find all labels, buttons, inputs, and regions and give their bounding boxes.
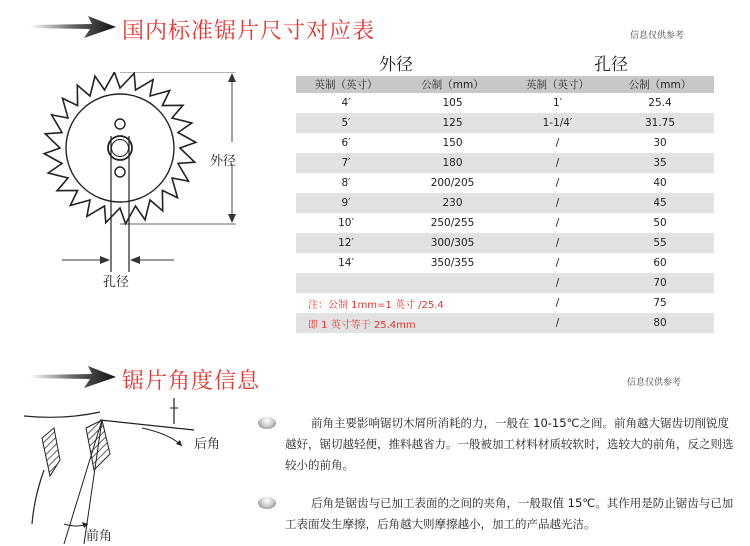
table-row xyxy=(296,293,714,313)
conversion-note: 即 1 英寸等于 25.4mm xyxy=(296,313,509,333)
table-row xyxy=(296,213,714,233)
cell: / xyxy=(509,313,606,333)
cell: / xyxy=(509,273,606,293)
size-table xyxy=(296,76,714,333)
table-header-row xyxy=(296,76,714,93)
cell xyxy=(396,273,509,293)
cell: 40 xyxy=(653,177,667,189)
cell: / xyxy=(509,193,606,213)
size-table-section-header xyxy=(0,4,750,44)
cell: 7′ xyxy=(296,153,396,173)
cell: 9′ xyxy=(296,193,396,213)
table-row xyxy=(296,153,714,173)
cell: 31.75 xyxy=(606,113,714,133)
arrow-right-icon xyxy=(30,364,116,388)
pin-hole-top xyxy=(115,119,125,129)
hole-diameter-label: 孔径 xyxy=(103,275,130,290)
cell: 35 xyxy=(606,153,714,173)
header-outer-imperial: 英制（英寸） xyxy=(296,76,396,93)
angle-section-header xyxy=(0,354,750,394)
cell: 6′ xyxy=(341,137,351,149)
header-hole-metric: 公制（mm） xyxy=(606,76,714,93)
outer-diameter-group-title: 外径 xyxy=(379,55,413,75)
bullet-icon xyxy=(258,417,276,429)
table-row xyxy=(296,173,714,193)
cell: 4′ xyxy=(341,97,351,109)
conversion-note: 注：公制 1mm=1 英寸 /25.4 xyxy=(308,299,444,311)
cell: 200/205 xyxy=(430,177,475,189)
cell: 230 xyxy=(396,193,509,213)
table-row xyxy=(296,233,714,253)
saw-blade-diagram xyxy=(40,72,270,302)
cell: 1′ xyxy=(552,97,563,109)
cell: 1-1/4′ xyxy=(509,113,606,133)
cell: 150 xyxy=(442,137,463,149)
cell: 12′ xyxy=(296,233,396,253)
cell: / xyxy=(555,137,560,149)
rear-angle-label: 后角 xyxy=(194,437,221,452)
cell: 14′ xyxy=(338,257,354,269)
outer-diameter-label: 外径 xyxy=(210,154,237,169)
table-row xyxy=(296,253,714,273)
cell: 30 xyxy=(653,137,667,149)
hole-diameter-group-title: 孔径 xyxy=(594,55,628,75)
cell: 10′ xyxy=(338,217,354,229)
cell xyxy=(296,273,396,293)
header-hole-imperial: 英制（英寸） xyxy=(509,76,606,93)
bullet-icon xyxy=(258,497,276,509)
front-angle-label: 前角 xyxy=(86,529,113,544)
cell: / xyxy=(555,297,560,309)
arrow-right-icon xyxy=(30,14,116,38)
cell: 75 xyxy=(653,297,667,309)
cell: / xyxy=(555,177,560,189)
cell: 300/305 xyxy=(396,233,509,253)
cell: 250/255 xyxy=(430,217,475,229)
cell: 45 xyxy=(606,193,714,213)
cell: / xyxy=(509,153,606,173)
tooth-angle-diagram xyxy=(24,398,244,546)
table-row xyxy=(296,133,714,153)
cell: 50 xyxy=(653,217,667,229)
rear-angle-description: 后角是锯齿与已加工表面的之间的夹角，一般取值 15℃。其作用是防止锯齿与已加工表面发生摩擦，后角越大则摩擦越小，加工的产品越光洁。 xyxy=(285,496,734,531)
cell: 350/355 xyxy=(430,257,475,269)
cell: 55 xyxy=(606,233,714,253)
cell: 70 xyxy=(606,273,714,293)
reference-note: 信息仅供参考 xyxy=(630,31,685,41)
cell: 25.4 xyxy=(648,97,672,109)
table-row xyxy=(296,313,714,333)
cell: 8′ xyxy=(341,177,351,189)
pin-hole-bottom xyxy=(115,167,125,177)
cell: 60 xyxy=(653,257,667,269)
table-row xyxy=(296,193,714,213)
cell: 5′ xyxy=(296,113,396,133)
table-row xyxy=(296,113,714,133)
front-angle-description: 前角主要影响锯切木屑所消耗的力，一般在 10-15℃之间。前角越大锯齿切削锐度越好，锯切越轻便，推料越省力。一般被加工材料材质较软时，选较大的前角，反之则选较小的前角。 xyxy=(285,416,734,472)
cell: 105 xyxy=(442,97,463,109)
cell: 125 xyxy=(396,113,509,133)
cell: / xyxy=(555,257,560,269)
cell: / xyxy=(509,233,606,253)
angle-section-title: 锯片角度信息 xyxy=(122,369,261,394)
header-outer-metric: 公制（mm） xyxy=(396,76,509,93)
cell: / xyxy=(555,217,560,229)
table-row xyxy=(296,273,714,293)
table-row xyxy=(296,93,714,113)
cell: 180 xyxy=(396,153,509,173)
cell: 80 xyxy=(606,313,714,333)
reference-note: 信息仅供参考 xyxy=(627,378,682,388)
size-table-title: 国内标准锯片尺寸对应表 xyxy=(122,19,376,44)
